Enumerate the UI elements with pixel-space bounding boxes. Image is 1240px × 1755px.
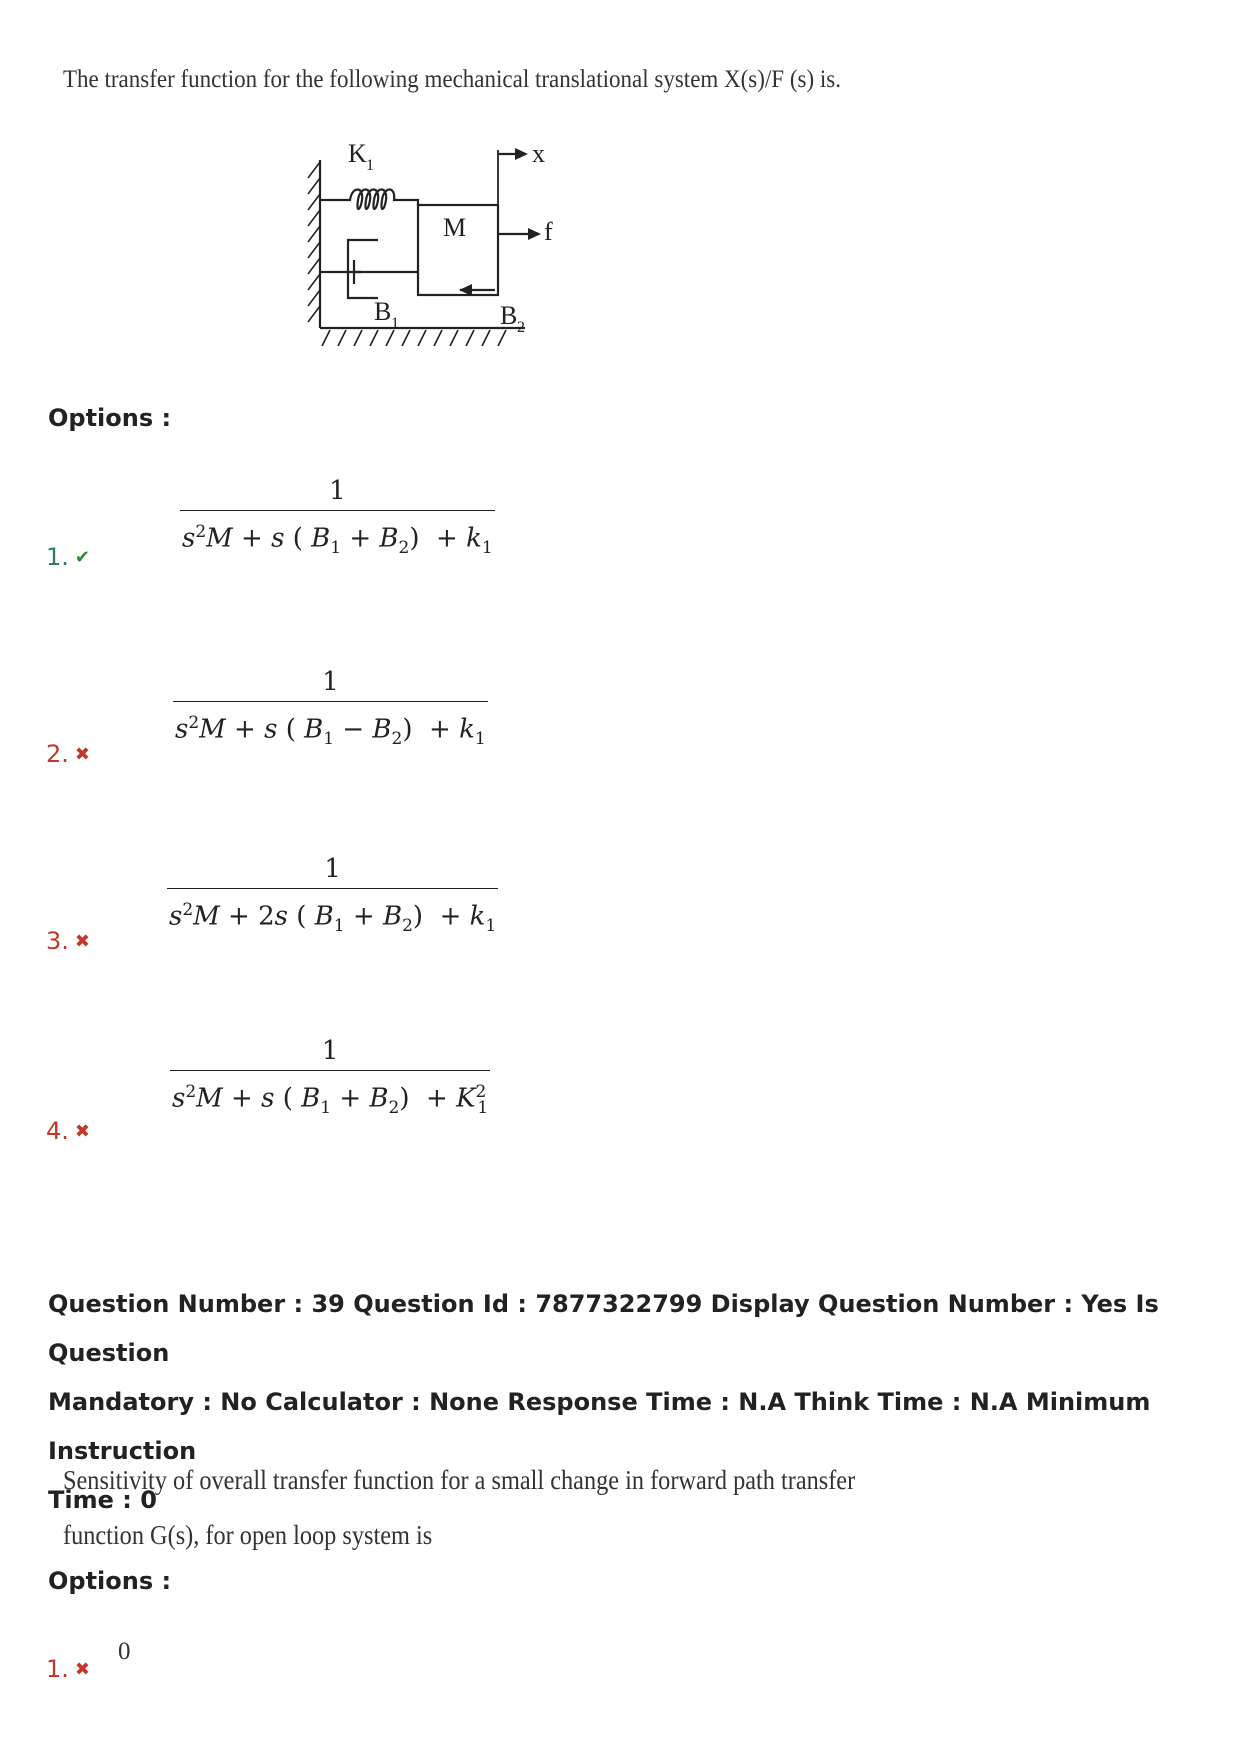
damper1-label-sub: 1 <box>391 315 399 332</box>
option-2-marker: 2. ✖ <box>46 740 90 768</box>
meta-line-3: Time : 0 <box>48 1486 157 1514</box>
meta-line-2: Mandatory : No Calculator : None Response Time : N.A Think Time : N.A Minimum Instruction <box>48 1388 1151 1465</box>
wall-hatching <box>308 162 320 322</box>
options-label-2: Options : <box>48 1567 172 1595</box>
x-label: x <box>532 140 545 168</box>
numerator: 1 <box>324 854 341 884</box>
q2-option-1-value: 0 <box>118 1638 131 1665</box>
check-icon: ✔ <box>74 547 90 568</box>
denominator: $s^2M + s$ ( $B_1 + B_2) + K^2_1$ <box>172 1082 489 1118</box>
numerator: 1 <box>329 476 346 506</box>
option-3-marker: 3. ✖ <box>46 927 90 955</box>
numerator: 1 <box>321 1036 339 1066</box>
question-2-line-1: Sensitivity of overall transfer function for a small change in forward path transfer <box>63 1465 856 1495</box>
damper1-label: B <box>374 297 392 326</box>
denominator: $s^2M + s$ ( $B_1 + B_2) + k_1$ <box>182 522 493 558</box>
spring-label: K <box>348 140 367 168</box>
options-label: Options : <box>48 404 172 432</box>
option-4-formula <box>170 1034 490 1125</box>
question-2-line-2: function G(s), for open loop system is <box>63 1520 433 1550</box>
option-2-formula <box>173 665 488 756</box>
cross-icon: ✖ <box>74 1659 90 1680</box>
meta-line-1: Question Number : 39 Question Id : 7877322799 Display Question Number : Yes Is Question <box>48 1290 1159 1367</box>
mechanical-system-diagram <box>300 140 620 370</box>
damper-b1 <box>348 240 378 298</box>
damper2-label: B <box>500 301 518 330</box>
option-1-formula <box>180 474 495 565</box>
denominator: $s^2M + 2s$ ( $B_1 + B_2) + k_1$ <box>169 900 497 936</box>
cross-icon: ✖ <box>74 744 90 765</box>
spring-label-sub: 1 <box>366 157 374 174</box>
option-1-marker: 1. ✔ <box>46 543 90 571</box>
option-4-marker: 4. ✖ <box>46 1117 90 1145</box>
ground-hatching <box>322 330 506 346</box>
question-text: The transfer function for the following mechanical translational system X(s)/F (s) is. <box>63 66 841 93</box>
spring-k1 <box>320 190 418 210</box>
option-3-formula <box>167 852 498 943</box>
cross-icon: ✖ <box>74 931 90 952</box>
mass-label: M <box>443 213 467 242</box>
numerator: 1 <box>322 667 339 697</box>
f-label: f <box>544 217 553 246</box>
question-2-text <box>63 1453 855 1563</box>
cross-icon: ✖ <box>74 1121 90 1142</box>
q2-option-1-marker: 1. ✖ <box>46 1655 90 1683</box>
damper2-label-sub: 2 <box>517 319 525 336</box>
denominator: $s^2M + s$ ( $B_1 - B_2) + k_1$ <box>175 713 486 749</box>
